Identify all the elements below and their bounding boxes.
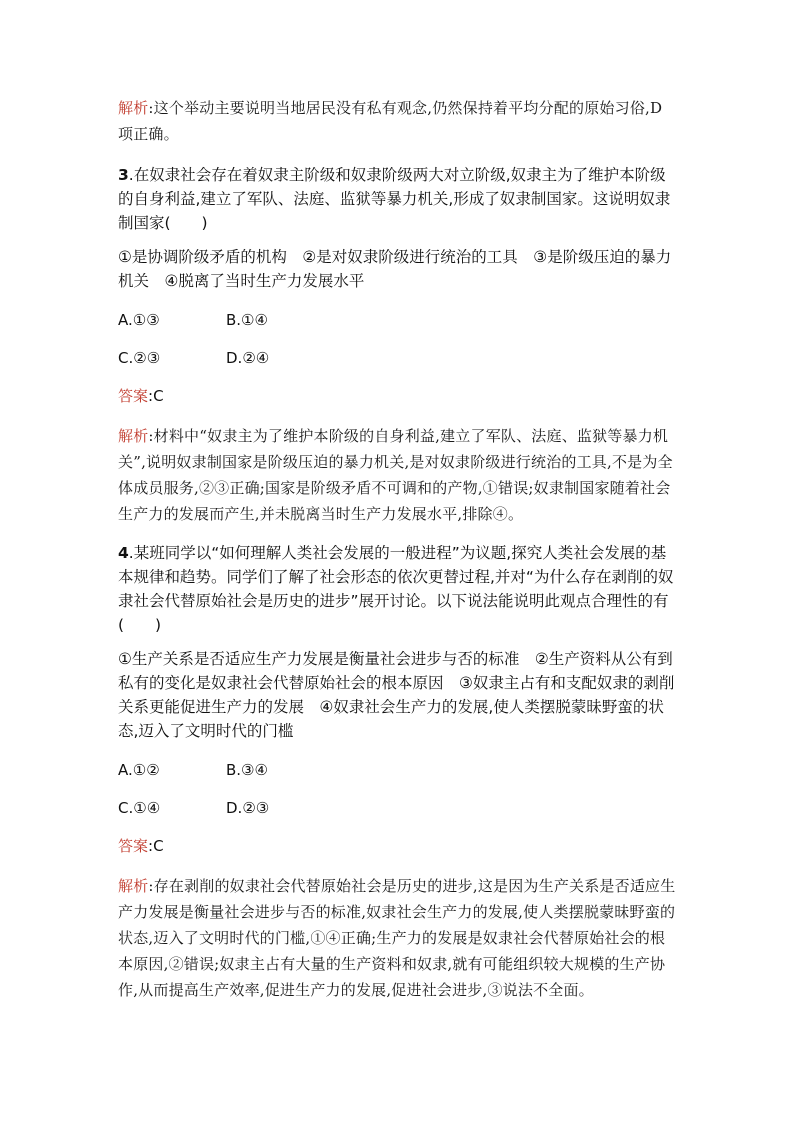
explanation-label: 解析 bbox=[118, 99, 149, 117]
question-4-choices-row-2 bbox=[118, 797, 678, 819]
explanation-label: 解析 bbox=[118, 427, 149, 445]
question-3-statements: ①是协调阶级矛盾的机构 ②是对奴隶阶级进行统治的工具 ③是阶级压迫的暴力机关 ④脱离了当时生产力发展水平 bbox=[118, 248, 672, 290]
top-explanation bbox=[118, 95, 678, 147]
explanation-text: :这个举动主要说明当地居民没有私有观念,仍然保持着平均分配的原始习俗,D 项正确。 bbox=[118, 99, 663, 143]
choice-a: A.①③ bbox=[118, 311, 160, 329]
choice-d: D.②④ bbox=[226, 349, 270, 367]
question-4-explanation bbox=[118, 873, 678, 1003]
question-3-choices-row-2 bbox=[118, 347, 678, 369]
explanation-label: 解析 bbox=[118, 877, 149, 895]
question-4-answer bbox=[118, 835, 678, 857]
choice-a: A.①② bbox=[118, 761, 160, 779]
answer-label: 答案 bbox=[118, 387, 149, 405]
question-3-stem bbox=[118, 163, 678, 235]
question-4-stem bbox=[118, 541, 678, 637]
choice-c: C.②③ bbox=[118, 349, 161, 367]
question-4-statements: ①生产关系是否适应生产力发展是衡量社会进步与否的标准 ②生产资料从公有到私有的变化是奴隶社会代替原始社会的根本原因 ③奴隶主占有和支配奴隶的剥削关系更能促进生产力的发展 ④奴隶社会生产力的发展,使人类摆脱蒙昧野蛮的状态,迈入了文明时代的门槛 bbox=[118, 650, 675, 740]
question-3-number: 3 bbox=[118, 166, 129, 184]
question-3-explanation bbox=[118, 423, 678, 527]
answer-value: :C bbox=[148, 837, 164, 855]
choice-b: B.③④ bbox=[226, 761, 268, 779]
question-3-choices-row-1 bbox=[118, 309, 678, 331]
question-4-choices-row-1 bbox=[118, 759, 678, 781]
document-page bbox=[118, 95, 678, 1003]
explanation-text: :材料中“奴隶主为了维护本阶级的自身利益,建立了军队、法庭、监狱等暴力机关”,说明奴隶制国家是阶级压迫的暴力机关,是对奴隶阶级进行统治的工具,不是为全体成员服务,②③正确;国家是阶级矛盾不可调和的产物,①错误;奴隶制国家随着社会生产力的发展而产生,并未脱离当时生产力发展水平,排除④。 bbox=[118, 427, 673, 523]
question-3-answer bbox=[118, 385, 678, 407]
question-4-text: .某班同学以“如何理解人类社会发展的一般进程”为议题,探究人类社会发展的基本规律和趋势。同学们了解了社会形态的依次更替过程,并对“为什么存在剥削的奴隶社会代替原始社会是历史的进步”展开讨论。以下说法能说明此观点合理性的有( ) bbox=[118, 544, 674, 634]
choice-b: B.①④ bbox=[226, 311, 268, 329]
choice-c: C.①④ bbox=[118, 799, 161, 817]
answer-label: 答案 bbox=[118, 837, 149, 855]
explanation-text: :存在剥削的奴隶社会代替原始社会是历史的进步,这是因为生产关系是否适应生产力发展是衡量社会进步与否的标准,奴隶社会生产力的发展,使人类摆脱蒙昧野蛮的状态,迈入了文明时代的门槛,①④正确;生产力的发展是奴隶社会代替原始社会的根本原因,②错误;奴隶主占有大量的生产资料和奴隶,就有可能组织较大规模的生产协作,从而提高生产效率,促进生产力的发展,促进社会进步,③说法不全面。 bbox=[118, 877, 676, 999]
question-3-text: .在奴隶社会存在着奴隶主阶级和奴隶阶级两大对立阶级,奴隶主为了维护本阶级的自身利益,建立了军队、法庭、监狱等暴力机关,形成了奴隶制国家。这说明奴隶制国家( ) bbox=[118, 166, 671, 232]
question-4-number: 4 bbox=[118, 544, 129, 562]
answer-value: :C bbox=[148, 387, 164, 405]
choice-d: D.②③ bbox=[226, 799, 270, 817]
